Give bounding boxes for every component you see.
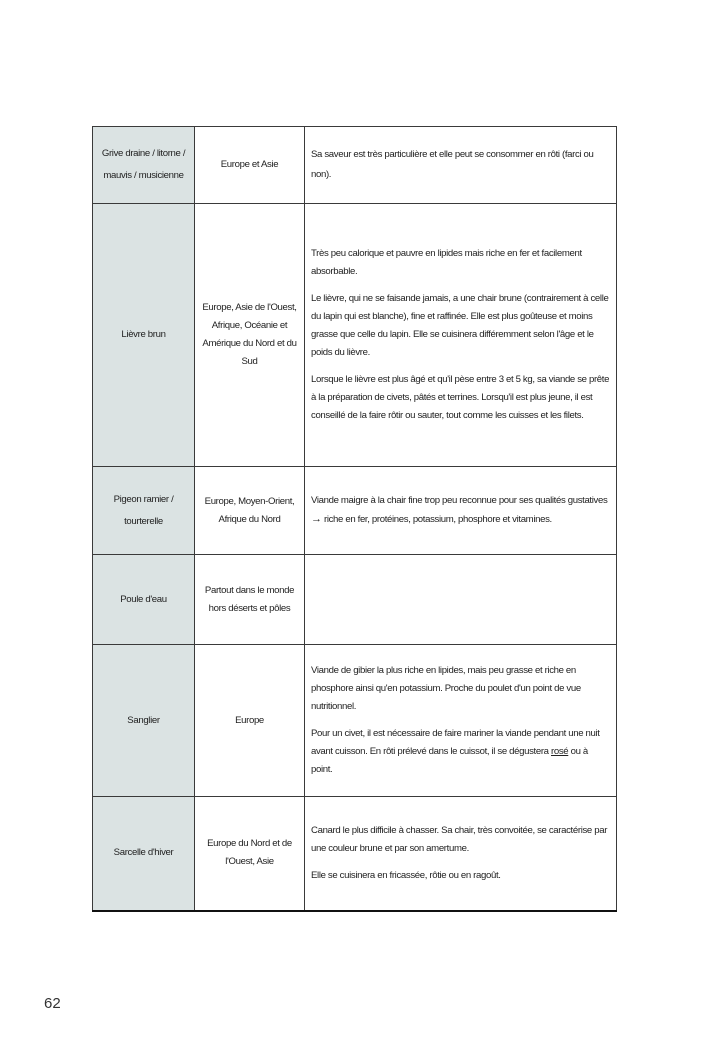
description-paragraph: Elle se cuisinera en fricassée, rôtie ou en ragoût. (311, 869, 501, 881)
region-cell: Europe et Asie (195, 127, 305, 204)
table-row (93, 555, 617, 645)
description-paragraph: Viande de gibier la plus riche en lipides, mais peu grasse et riche en phosphore ainsi qu'en potassium. Proche du poulet d'un point de vue nutritionnel. (311, 665, 581, 712)
table-row (93, 797, 617, 911)
region-cell: Partout dans le monde hors déserts et pôles (195, 555, 305, 645)
description-text: Pour un civet, il est nécessaire de faire mariner la viande pendant une nuit avant cuisson. En rôti prélevé dans le cuissot, il se dégustera (311, 728, 600, 757)
region-cell: Europe, Moyen-Orient, Afrique du Nord (195, 467, 305, 555)
description-cell (305, 127, 617, 204)
species-name-cell: Sarcelle d'hiver (93, 797, 195, 911)
region-cell: Europe du Nord et de l'Ouest, Asie (195, 797, 305, 911)
species-name-cell: Pigeon ramier / tourterelle (93, 467, 195, 555)
species-name-cell: Poule d'eau (93, 555, 195, 645)
description-text: ou à point. (311, 746, 588, 775)
description-cell (305, 645, 617, 797)
description-cell (305, 204, 617, 467)
description-paragraph (311, 492, 610, 529)
arrow-icon: → (311, 513, 322, 525)
species-name-cell: Lièvre brun (93, 204, 195, 467)
game-meat-table (92, 126, 617, 912)
page-number: 62 (44, 995, 61, 1012)
species-name-cell: Sanglier (93, 645, 195, 797)
description-cell (305, 467, 617, 555)
description-cell (305, 555, 617, 645)
description-paragraph: Sa saveur est très particulière et elle peut se consommer en rôti (farci ou non). (311, 149, 594, 180)
table-row (93, 645, 617, 797)
table-row (93, 127, 617, 204)
underlined-word: rosé (551, 746, 569, 757)
description-paragraph: Canard le plus difficile à chasser. Sa chair, très convoitée, se caractérise par une couleur brune et par son amertume. (311, 824, 608, 854)
description-paragraph (311, 725, 610, 779)
description-cell (305, 797, 617, 911)
table-row (93, 467, 617, 555)
species-name-cell: Grive draine / litorne / mauvis / musicienne (93, 127, 195, 204)
description-paragraph: Lorsque le lièvre est plus âgé et qu'il pèse entre 3 et 5 kg, sa viande se prête à la préparation de civets, pâtés et terrines. Lorsqu'il est plus jeune, il est conseillé de la faire rôtir ou sauter, tout comme les cuisses et les filets. (311, 374, 610, 421)
region-cell: Europe, Asie de l'Ouest, Afrique, Océanie et Amérique du Nord et du Sud (195, 204, 305, 467)
region-cell: Europe (195, 645, 305, 797)
table-row (93, 204, 617, 467)
description-paragraph: Le lièvre, qui ne se faisande jamais, a une chair brune (contrairement à celle du lapin qui est blanche), fine et raffinée. Elle est plus goûteuse et moins grasse que celle du lapin. Elle se cuisinera différemment selon l'âge et le poids du lièvre. (311, 293, 609, 358)
description-text: Viande maigre à la chair fine trop peu reconnue pour ses qualités gustatives (311, 495, 608, 506)
description-paragraph: Très peu calorique et pauvre en lipides mais riche en fer et facilement absorbable. (311, 248, 582, 277)
description-text: riche en fer, protéines, potassium, phosphore et vitamines. (323, 514, 552, 525)
